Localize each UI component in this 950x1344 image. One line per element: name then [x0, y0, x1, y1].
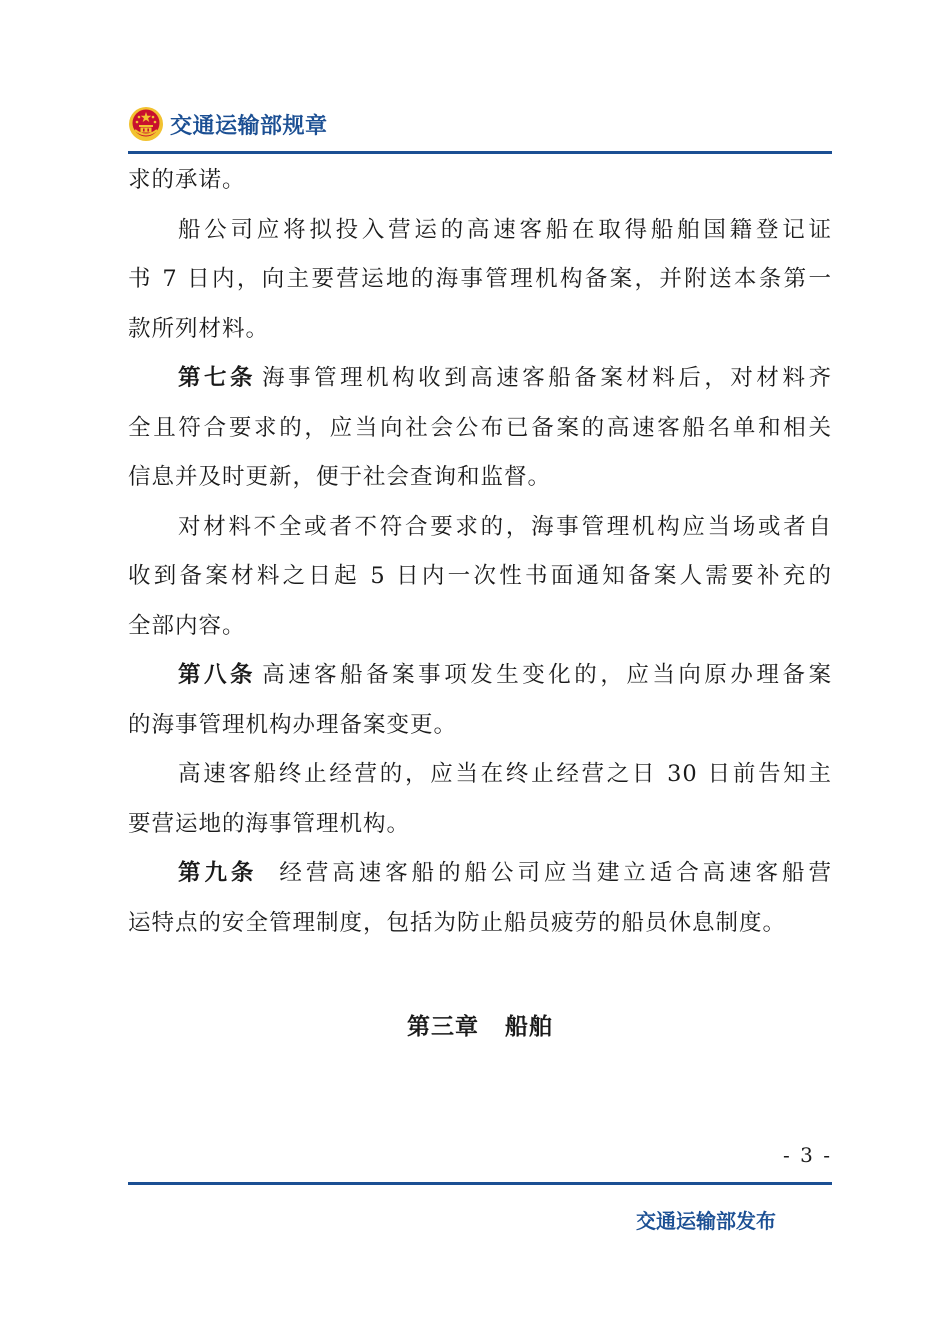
text-line: 收到备案材料之日起 5 日内一次性书面通知备案人需要补充的 [128, 563, 832, 589]
footer-publisher: 交通运输部发布 [636, 1209, 776, 1233]
chapter-heading [128, 1008, 832, 1041]
page-number: - 3 - [783, 1143, 832, 1167]
text-line: 运特点的安全管理制度，包括为防止船员疲劳的船员休息制度。 [128, 909, 787, 936]
document-body [128, 156, 832, 948]
text-line: 高速客船终止经营的，应当在终止经营之日 30 日前告知主 [178, 761, 832, 787]
chapter-number: 第三章 [407, 1014, 479, 1040]
text-line: 船公司应将拟投入营运的高速客船在取得船舶国籍登记证 [178, 216, 832, 243]
text-line: 书 7 日内，向主要营运地的海事管理机构备案，并附送本条第一 [128, 266, 832, 292]
article-label: 第七条 [178, 365, 257, 391]
text-line: 高速客船备案事项发生变化的，应当向原办理备案 [262, 662, 832, 688]
article-8-first-line [128, 651, 832, 701]
text-line: 海事管理机构收到高速客船备案材料后，对材料齐 [262, 365, 832, 391]
header-divider [128, 151, 832, 154]
text-line: 要营运地的海事管理机构。 [128, 810, 411, 837]
text-line: 对材料不全或者不符合要求的，海事管理机构应当场或者自 [178, 513, 832, 540]
text-line: 全部内容。 [128, 612, 246, 639]
header-title: 交通运输部规章 [170, 113, 328, 139]
article-7-first-line [128, 354, 832, 404]
article-label: 第八条 [178, 662, 257, 688]
article-9-first-line [128, 849, 832, 899]
text-line: 求的承诺。 [128, 167, 246, 193]
national-emblem-icon [128, 106, 164, 142]
text-line: 的海事管理机构办理备案变更。 [128, 711, 458, 738]
text-line: 款所列材料。 [128, 315, 270, 342]
footer-divider [128, 1182, 832, 1185]
article-label: 第九条 [178, 860, 258, 886]
chapter-title: 船舶 [505, 1014, 553, 1040]
text-line: 经营高速客船的船公司应当建立适合高速客船营 [279, 860, 832, 886]
text-line: 全且符合要求的，应当向社会公布已备案的高速客船名单和相关 [128, 414, 832, 441]
text-line: 信息并及时更新，便于社会查询和监督。 [128, 464, 552, 490]
document-header [128, 102, 328, 146]
